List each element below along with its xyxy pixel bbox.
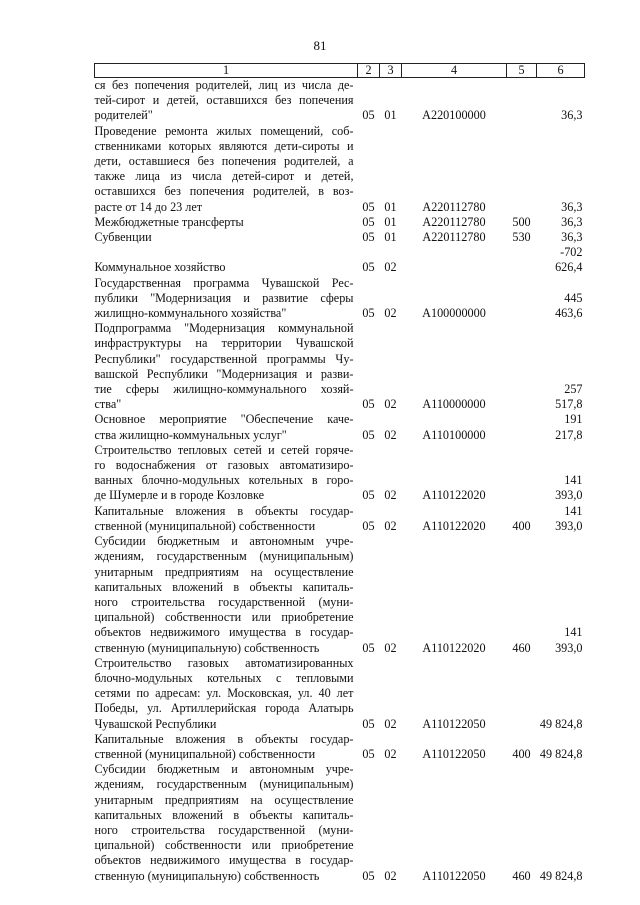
description-line: ципальной) собственности или приобретение xyxy=(94,610,354,625)
description-line: Победы, ул. Артиллерийская города Алатырь xyxy=(94,701,354,716)
table-row xyxy=(95,230,585,245)
expense-type-code: 500 xyxy=(512,214,531,229)
header-col-2: 2 xyxy=(358,64,380,78)
expense-type-code xyxy=(507,321,537,412)
target-article-code xyxy=(402,245,507,275)
subsection-code: 02 xyxy=(384,427,397,442)
header-row xyxy=(95,64,585,78)
description-line: блочно-модульных котельных с тепловыми xyxy=(94,670,354,685)
amount: 191 217,8 xyxy=(555,412,583,442)
expense-type-code xyxy=(507,245,537,275)
description-line: Проведение ремонта жилых помещений, соб- xyxy=(94,123,354,138)
description-line: капитальных вложений в объекты капиталь- xyxy=(94,579,354,594)
amount: 36,3 xyxy=(561,199,583,214)
table-row xyxy=(95,124,585,215)
expense-type-code xyxy=(507,443,537,504)
target-article-code: А220112780 xyxy=(422,230,486,245)
description-line: ждениям, государственным (муниципальным) xyxy=(94,777,354,792)
description-line: сетями по адресам: ул. Московская, ул. 40 лет xyxy=(94,686,354,701)
description-line: капитальных вложений в объекты капиталь- xyxy=(94,807,354,822)
row-description xyxy=(95,78,358,124)
section-code: 05 xyxy=(362,108,375,123)
row-description xyxy=(95,276,358,322)
description-line: ждениям, государственным (муниципальным) xyxy=(94,549,354,564)
description-line: объектов недвижимого имущества в государ- xyxy=(94,625,354,640)
target-article-code: А110100000 xyxy=(422,427,486,442)
header-col-1: 1 xyxy=(95,64,358,78)
row-description xyxy=(95,732,358,762)
description-line: Чувашской Республики xyxy=(94,716,217,731)
subsection-code: 02 xyxy=(384,868,397,883)
table-body xyxy=(95,78,585,884)
row-description xyxy=(95,762,358,884)
amount: 49 824,8 xyxy=(539,868,583,883)
description-line: ственную (муниципальную) собственность xyxy=(94,640,320,655)
amount: 36,3 xyxy=(561,108,583,123)
description-line: дети, оставшиеся без попечения родителей, а xyxy=(94,154,354,169)
subsection-code: 01 xyxy=(384,214,397,229)
row-description xyxy=(95,230,358,245)
subsection-code: 02 xyxy=(384,488,397,503)
section-code: 05 xyxy=(362,640,375,655)
description-line: ного строительства государственной (муни- xyxy=(94,594,354,609)
target-article-code: А220112780 xyxy=(422,199,486,214)
page-number: 81 xyxy=(313,38,327,53)
expense-type-code: 530 xyxy=(512,230,531,245)
description-line: унитарным предприятиям на осуществление xyxy=(94,792,354,807)
description-line: тие сферы жилищно-коммунального хозяй- xyxy=(94,382,354,397)
table-row xyxy=(95,443,585,504)
section-code: 05 xyxy=(362,518,375,533)
target-article-code: А220100000 xyxy=(422,108,486,123)
subsection-code: 02 xyxy=(384,746,397,761)
amount: 49 824,8 xyxy=(539,716,583,731)
amount: 257 517,8 xyxy=(555,382,583,412)
subsection-code: 01 xyxy=(384,230,397,245)
amount: 141 393,0 xyxy=(555,625,583,655)
target-article-code: А110122050 xyxy=(422,716,486,731)
description-line: Республики" государственной программы Чу- xyxy=(94,351,354,366)
target-article-code: А110122050 xyxy=(422,868,486,883)
description-line: Коммунальное хозяйство xyxy=(94,260,226,275)
table-row xyxy=(95,215,585,230)
header-col-3: 3 xyxy=(380,64,402,78)
target-article-code: А110122050 xyxy=(422,746,486,761)
section-code: 05 xyxy=(362,716,375,731)
description-line: Строительство тепловых сетей и сетей горяче- xyxy=(94,442,354,457)
description-line: де Шумерле и в городе Козловке xyxy=(94,488,265,503)
expense-type-code: 400 xyxy=(512,518,531,533)
row-description xyxy=(95,656,358,732)
expense-type-code: 460 xyxy=(512,868,531,883)
budget-table xyxy=(94,63,585,884)
target-article-code: А110122020 xyxy=(422,488,486,503)
target-article-code: А110000000 xyxy=(422,397,486,412)
table-row xyxy=(95,78,585,124)
section-code: 05 xyxy=(362,260,375,275)
expense-type-code xyxy=(507,124,537,215)
expense-type-code: 460 xyxy=(512,640,531,655)
row-description xyxy=(95,124,358,215)
target-article-code: А110122020 xyxy=(422,518,486,533)
description-line: го водоснабжения от газовых автоматизиро- xyxy=(94,458,354,473)
description-line: Подпрограмма "Модернизация коммунальной xyxy=(94,321,354,336)
description-line: Основное мероприятие "Обеспечение каче- xyxy=(94,412,354,427)
amount: 141 393,0 xyxy=(555,473,583,503)
amount: -702 626,4 xyxy=(555,245,583,275)
target-article-code: А100000000 xyxy=(422,306,486,321)
expense-type-code xyxy=(507,78,537,124)
description-line: родителей" xyxy=(94,108,153,123)
description-line: ственной (муниципальной) собственности xyxy=(94,746,316,761)
description-line: вашской Республики "Модернизация и разви- xyxy=(94,366,354,381)
description-line: ственную (муниципальную) собственность xyxy=(94,868,320,883)
row-description xyxy=(95,504,358,534)
table-row xyxy=(95,504,585,534)
description-line: Капитальные вложения в объекты государ- xyxy=(94,503,354,518)
table-row xyxy=(95,276,585,322)
subsection-code: 02 xyxy=(384,716,397,731)
description-line: Межбюджетные трансферты xyxy=(94,214,244,229)
table-row xyxy=(95,534,585,656)
expense-type-code xyxy=(507,412,537,442)
description-line: публики "Модернизация и развитие сферы xyxy=(94,290,354,305)
description-line: ственной (муниципальной) собственности xyxy=(94,518,316,533)
subsection-code: 02 xyxy=(384,397,397,412)
section-code: 05 xyxy=(362,199,375,214)
description-line: Капитальные вложения в объекты государ- xyxy=(94,731,354,746)
row-description xyxy=(95,443,358,504)
subsection-code: 02 xyxy=(384,518,397,533)
subsection-code: 01 xyxy=(384,108,397,123)
description-line: жилищно-коммунального хозяйства" xyxy=(94,306,287,321)
description-line: ственниками которых являются дети-сироты и xyxy=(94,138,354,153)
header-col-6: 6 xyxy=(537,64,585,78)
description-line: ного строительства государственной (муни- xyxy=(94,822,354,837)
description-line: Субвенции xyxy=(94,230,152,245)
description-line: ства жилищно-коммунальных услуг" xyxy=(94,427,287,442)
table-row xyxy=(95,412,585,442)
description-line: ства" xyxy=(94,397,122,412)
expense-type-code: 400 xyxy=(512,746,531,761)
row-description xyxy=(95,215,358,230)
section-code: 05 xyxy=(362,746,375,761)
section-code: 05 xyxy=(362,230,375,245)
table-row xyxy=(95,245,585,275)
description-line: ципальной) собственности или приобретение xyxy=(94,838,354,853)
description-line: тей-сирот и детей, оставшихся без попечения xyxy=(94,93,354,108)
description-line: Государственная программа Чувашской Рес- xyxy=(94,275,354,290)
description-line: унитарным предприятиям на осуществление xyxy=(94,564,354,579)
description-line: Субсидии бюджетным и автономным учре- xyxy=(94,534,354,549)
row-description xyxy=(95,321,358,412)
description-line: объектов недвижимого имущества в государ- xyxy=(94,853,354,868)
section-code: 05 xyxy=(362,868,375,883)
subsection-code: 01 xyxy=(384,199,397,214)
expense-type-code xyxy=(507,656,537,732)
description-line: расте от 14 до 23 лет xyxy=(94,199,203,214)
description-line: ванных блочно-модульных котельных в горо- xyxy=(94,473,354,488)
description-line: инфраструктуры на территории Чувашской xyxy=(94,336,354,351)
header-col-5: 5 xyxy=(507,64,537,78)
table-row xyxy=(95,762,585,884)
expense-type-code xyxy=(507,276,537,322)
header-col-4: 4 xyxy=(402,64,507,78)
subsection-code: 02 xyxy=(384,640,397,655)
subsection-code: 02 xyxy=(384,260,397,275)
section-code: 05 xyxy=(362,397,375,412)
section-code: 05 xyxy=(362,488,375,503)
description-line: оставшихся без попечения родителей, в воз- xyxy=(94,184,354,199)
amount: 445 463,6 xyxy=(555,290,583,321)
amount: 141 393,0 xyxy=(555,503,583,533)
amount: 36,3 xyxy=(561,214,583,229)
section-code: 05 xyxy=(362,214,375,229)
table-row xyxy=(95,732,585,762)
description-line: также лица из числа детей-сирот и детей, xyxy=(94,169,354,184)
section-code: 05 xyxy=(362,427,375,442)
table-row xyxy=(95,321,585,412)
row-description xyxy=(95,534,358,656)
row-description xyxy=(95,245,358,275)
description-line: Субсидии бюджетным и автономным учре- xyxy=(94,762,354,777)
description-line: Строительство газовых автоматизированных xyxy=(94,655,354,670)
subsection-code: 02 xyxy=(384,306,397,321)
row-description xyxy=(95,412,358,442)
amount: 49 824,8 xyxy=(539,746,583,761)
amount: 36,3 xyxy=(561,230,583,245)
section-code: 05 xyxy=(362,306,375,321)
target-article-code: А110122020 xyxy=(422,640,486,655)
table-row xyxy=(95,656,585,732)
target-article-code: А220112780 xyxy=(422,214,486,229)
description-line: ся без попечения родителей, лиц из числа де- xyxy=(94,78,354,92)
